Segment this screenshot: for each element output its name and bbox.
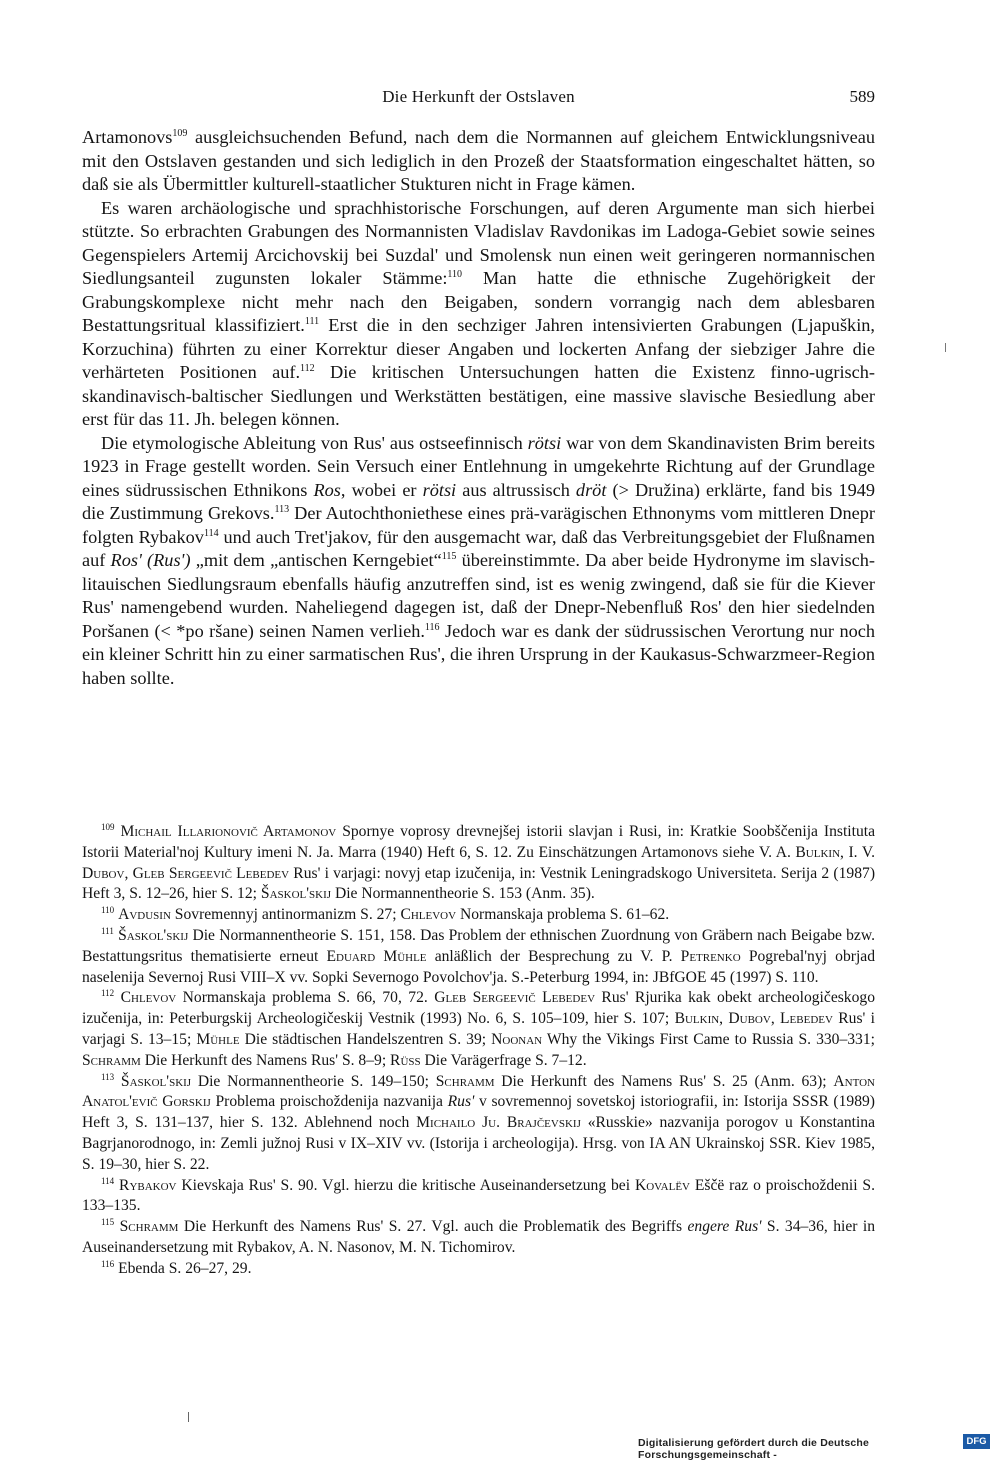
paragraph-2 xyxy=(82,197,875,432)
footnote-113 xyxy=(82,1072,875,1176)
text-run: Normanskaja problema S. 61–62. xyxy=(456,906,670,924)
text-run: übereinstimmte. Da aber beide Hydronyme im slavisch-litauischen Siedlungsraum ebenfalls häufig anzutreffen sind, ist es wenig zwingend, daß sie für die Kiever Rus' namengebend wurden. Naheliegend dagegen ist, daß der Dnepr-Nebenfluß Ros' den hier siedelnden Poršanen (< *po ršane) seinen Namen verlieh. xyxy=(82,550,875,641)
footnote-ref-114: 114 xyxy=(203,527,219,539)
footnote-112 xyxy=(82,988,875,1071)
footnote-ref-113: 113 xyxy=(274,504,290,515)
paragraph-1 xyxy=(82,126,875,197)
footnote-111 xyxy=(82,926,875,988)
italic-term: rötsi xyxy=(527,432,562,453)
author-name: Avdusin xyxy=(118,906,171,924)
text-run: Die etymologische Ableitung von Rus' aus ostseefinnisch xyxy=(101,432,528,453)
text-run: war von dem Skandinavisten Brim bereits 1923 in Frage gestellt worden. Sein Versuch einer Entlehnung in umgekehrte Richtung auf der Grundlage eines südrussischen Ethnikons xyxy=(82,432,875,500)
page-header xyxy=(82,87,875,111)
text-run: , xyxy=(124,864,133,882)
author-name: Schramm xyxy=(82,1051,141,1069)
text-run: Die Herkunft des Namens Rus' S. 27. Vgl. auch die Problematik des Begriffs xyxy=(178,1218,688,1236)
text-run: Erst die in den sechziger Jahren intensivierten Grabungen (Ljapuškin, Korzuchina) führten zu einer Korrektur dieser Angaben und lockerten Anfang der siebziger Jahre die verhärteten Positionen auf. xyxy=(82,315,875,382)
text-run: Die städtischen Handelszentren S. 39; xyxy=(239,1030,492,1048)
text-run: anläßlich der Besprechung zu V. P. xyxy=(426,947,681,965)
text-run: Der Autochthoniethese eines prä-varägischen Ethnonyms vom mittleren Dnepr folgten Rybakov xyxy=(82,503,875,547)
text-run: (> Družina) erklärte, fand bis 1949 die Zustimmung Grekovs. xyxy=(82,479,875,523)
author-name: Petrenko xyxy=(680,947,741,965)
author-name: Eduard Mühle xyxy=(326,947,427,965)
digitization-note: Digitalisierung gefördert durch die Deutsche Forschungsgemeinschaft - xyxy=(638,1437,870,1461)
text-run: Die Varägerfrage S. 7–12. xyxy=(420,1051,587,1069)
text-run: ausgleichsuchenden Befund, nach dem die Normannen auf gleichem Entwicklungsniveau mit den Ostslaven gestanden und sich lediglich in den Prozeß der Staatsformation eingeschaltet hätten, so daß sie als Übermittler kulturell-staatlicher Stukturen nicht in Frage kämen. xyxy=(82,127,875,194)
footnote-number: 113 xyxy=(101,1071,115,1082)
footnote-number: 109 xyxy=(101,822,115,832)
text-run: Die Normannentheorie S. 153 (Anm. 35). xyxy=(331,885,595,903)
footnote-116 xyxy=(82,1259,875,1280)
author-name: Šaskol'skij xyxy=(260,885,332,903)
text-run: Problema proischoždenija nazvanija xyxy=(210,1093,448,1111)
footnote-ref-110: 110 xyxy=(447,269,463,280)
footnote-number: 111 xyxy=(101,925,114,936)
text-run: Rus' Rjurika kak obekt archeologičeskogo izučenija, in: Peterburgskij Archeologičeskij Vestnik (1993) No. 6, S. 105–109, hier S. 107; xyxy=(82,989,875,1028)
footnote-ref-115: 115 xyxy=(441,551,457,562)
page-number: 589 xyxy=(849,87,875,106)
main-text xyxy=(82,126,875,690)
text-run: Die Normannentheorie S. 151, 158. Das Problem der ethnischen Zuordnung von Gräbern nach Beigabe bzw. Bestattungsritus thematisierte erneut xyxy=(82,926,875,965)
footnotes xyxy=(82,822,875,1280)
text-run: Die Herkunft des Namens Rus' S. 25 (Anm. 63); xyxy=(494,1072,834,1090)
author-name: Bulkin, Dubov, Lebedev xyxy=(674,1010,833,1028)
footnote-110 xyxy=(82,905,875,926)
paragraph-3 xyxy=(82,432,875,691)
text-run: Jedoch war es dank der südrussischen Verortung nur noch ein kleiner Schritt hin zu einer sarmatischen Rus', die ihren Ursprung in der Kaukasus-Schwarzmeer-Region haben sollte. xyxy=(82,620,875,688)
footnote-115 xyxy=(82,1217,875,1259)
text-run: , I. V. xyxy=(840,843,875,861)
text-run: Rus' i varjagi: novyj etap izučenija, in: Vestnik Leningradskogo Universiteta. Serija 2 (1987) Heft 3, S. 12–26, hier S. 12; xyxy=(82,864,876,903)
text-run: Die Normannentheorie S. 149–150; xyxy=(191,1072,436,1090)
text-run: Eščë raz o proischoždenii S. 133–135. xyxy=(82,1176,875,1215)
author-name: Gleb Sergeevič Lebedev xyxy=(434,989,596,1007)
footnote-number: 114 xyxy=(101,1175,115,1186)
footnote-number: 115 xyxy=(101,1217,115,1228)
text-run: Ebenda S. 26–27, 29. xyxy=(114,1259,252,1277)
author-name: Schramm xyxy=(119,1218,179,1236)
italic-term: dröt xyxy=(575,479,607,500)
footnote-ref-109: 109 xyxy=(172,128,188,139)
scan-mark xyxy=(188,1412,189,1422)
author-name: Anton Anatol'evič Gorskij xyxy=(82,1072,875,1111)
author-name: Michailo Ju. Brajčevskij xyxy=(416,1114,581,1132)
author-name: Chlevov xyxy=(400,906,457,924)
footnote-114 xyxy=(82,1176,875,1218)
text-run: S. 34–36, hier in Auseinandersetzung mit Rybakov, A. N. Nasonov, M. N. Tichomirov. xyxy=(82,1218,876,1256)
author-name: Rybakov xyxy=(119,1176,177,1194)
footnote-ref-116: 116 xyxy=(424,621,440,633)
footnote-number: 112 xyxy=(101,988,115,999)
italic-term: rötsi xyxy=(422,479,457,500)
author-name: Rüß xyxy=(390,1051,421,1069)
text-run: Sovremennyj antinormanizm S. 27; xyxy=(170,906,401,924)
author-name: Mühle xyxy=(196,1030,240,1048)
text-run: Artamonovs xyxy=(82,127,173,147)
scan-mark xyxy=(945,343,946,352)
author-name: Dubov xyxy=(82,864,125,882)
footnote-ref-111: 111 xyxy=(304,316,320,327)
author-name: Kovalëv xyxy=(634,1176,690,1194)
italic-term: Rus' xyxy=(447,1093,475,1111)
italic-term: Ros xyxy=(313,479,341,500)
text-run: Die Herkunft des Namens Rus' S. 8–9; xyxy=(140,1051,391,1069)
footnote-109 xyxy=(82,822,875,905)
footnote-ref-112: 112 xyxy=(300,363,315,374)
author-name: Gleb Sergeevič Lebedev xyxy=(132,864,290,882)
author-name: Schramm xyxy=(435,1072,495,1090)
text-run: Kievskaja Rus' S. 90. Vgl. hierzu die kritische Auseinandersetzung bei xyxy=(176,1176,635,1194)
text-run: „mit dem „antischen Kerngebiet“ xyxy=(190,550,442,570)
italic-term: Ros' (Rus') xyxy=(110,550,191,570)
running-title: Die Herkunft der Ostslaven xyxy=(382,87,575,106)
text-run: Man hatte die ethnische Zugehörigkeit der Grabungskomplexe nicht mehr nach den Beigaben, sondern vorrangig nach dem ablesbaren Bestattungsritual klassifiziert. xyxy=(82,268,875,335)
text-run: Es waren archäologische und sprachhistorische Forschungen, auf deren Argumente man sich hierbei stützte. So erbrachten Grabungen des Normannisten Vladislav Ravdonikas im Ladoga-Gebiet sowie seines Gegenspielers Artemij Arcichovskij bei Suzdal' und Smolensk nun einen weit geringeren normannischen Siedlungsanteil zugunsten lokaler Stämme: xyxy=(82,197,875,288)
text-run: Spornye voprosy drevnejšej istorii slavjan i Rusi, in: Kratkie Soobščenija Instituta Istorii Material'noj Kultury imeni N. Ja. Marra (1940) Heft 6, S. 12. Zu Einschätzungen Artamonovs siehe V. A. xyxy=(82,823,875,861)
text-run: v sovremennoj sovetskoj istoriografii, in: Istorija SSSR (1989) Heft 3, S. 131–137, hier S. 132. Ablehnend noch xyxy=(82,1093,875,1132)
text-run: Pogrebal'nyj obrjad naselenija Severnoj Rusi VIII–X vv. Sopki Severnogo Povolchov'ja. S.-Peterburg 1994, in: JBfGOE 45 (1997) S. 110. xyxy=(82,947,875,986)
footnote-number: 110 xyxy=(101,905,115,916)
dfg-logo: DFG xyxy=(963,1434,990,1449)
author-name: Chlevov xyxy=(120,989,177,1007)
text-run: Why the Vikings First Came to Russia S. 330–331; xyxy=(542,1030,875,1048)
italic-term: engere Rus' xyxy=(687,1218,762,1236)
footnote-number: 116 xyxy=(101,1258,115,1269)
author-name: Noonan xyxy=(491,1030,543,1048)
text-run: Normanskaja problema S. 66, 70, 72. xyxy=(176,989,435,1007)
author-name: Michail Illarionovič Artamonov xyxy=(120,823,337,840)
text-run: , wobei er xyxy=(340,479,423,500)
text-run: Rus' i varjagi S. 13–15; xyxy=(82,1010,875,1048)
text-run: «Russkie» nazvanija porogov u Konstantina Bagrjanorodnogo, in: Zemli južnoj Rusi v IX–XIV vv. (Istorija i archeologija). Hrsg. von IA AN Ukrainskoj SSR. Kiev 1985, S. 19–30, hier S. 22. xyxy=(82,1114,876,1173)
author-name: Šaskol'skij xyxy=(118,926,189,944)
author-name: Šaskol'skij xyxy=(120,1072,192,1090)
text-run: aus altrussisch xyxy=(456,479,576,500)
text-run: Die kritischen Untersuchungen hatten die Existenz finno-ugrisch-skandinavisch-baltischer Siedlungen und Werkstätten bestätigen, eine massive slavische Besiedlung aber erst für das 11. Jh. belegen können. xyxy=(82,362,875,429)
author-name: Bulkin xyxy=(795,843,841,861)
text-run: und auch Tret'jakov, für den ausgemacht war, daß das Verbreitungsgebiet der Flußnamen auf xyxy=(82,526,875,570)
